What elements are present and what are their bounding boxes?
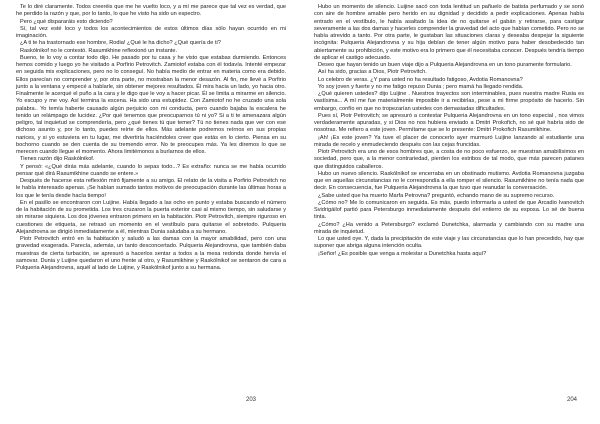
paragraph: Yo soy joven y fuerte y no me fatigo repuso Dunia ; pero mamá ha llegado rendida. — [318, 83, 524, 90]
paragraph: ¡Ah! ¡Es este joven? Ya tuve el placer de conocerlo ayer murmuró Luijine lanzando al estudiante una mirada de recelo y enmudeciendo después con las cejas fruncidas. — [314, 134, 584, 148]
paragraph: ¡Señor! ¿Es posible que venga a molestar a Dunetchka hasta aquí? — [318, 250, 487, 257]
paragraph: Hubo un nuevo silencio. Raskólnikof se encerraba en un obstinado mutismo. Avdotia Romanovna juzgaba que en aquellas circunstancias no le correspondía a ella romper el silencio. Rasumikhine no tenía nada que decir. En consecuencia, fue Pulqueria Alejandrovna la que tuvo que reanudar la conversación. — [314, 170, 584, 192]
paragraph: ¿Cómo? ¿Ha venido a Petersburgo? exclamó Dunetchka, alarmada y cambiando con su madre una mirada de inquietud. — [314, 221, 584, 235]
paragraph: ¿A ti te ha trastornado ese hombre, Rodia! ¿Qué le ha dicho? ¿Qué quería de ti? — [20, 40, 221, 47]
paragraph: En el pasillo se encontraron con Luijine. Había llegado a las ocho en punto y estaba buscando el número de la habitación de su prometida. Los tres cruzaron la puerta exterior casi al mismo tiempo, sin saludarse y sin mirarse siquiera. Los dos jóvenes entraron primero en la habitación. Piotr Petrovitch, siempre riguroso en cuestiones de etiqueta, se retrasó un momento en el vestíbulo para quitarse el sobretodo. Pulqueria Alejandrovna se dirigió inmediatamente a él, mientras Dunia saludaba a su hermano. — [16, 199, 286, 235]
left-page — [16, 4, 286, 272]
paragraph: ¿Sabe usted que ha muerto Marfa Petrovna? preguntó, echando mano de su supremo recurso. — [318, 192, 555, 199]
paragraph: Lo que usted oye. Y, dada la precipitación de este viaje y las circunstancias que lo han precedido, hay que suponer que abriga alguna intención oculta. — [314, 236, 584, 250]
paragraph: ¿Cómo no? Me lo comunicaron en seguida. Es más, puedo informarla a usted de que Arcadio Ivanovitch Svidrigáilof partió para Petersburgo inmediatamente después del entierro de su esposa. Lo sé de buena tinta. — [314, 199, 584, 221]
paragraph: Tienes razón dijo Raskólnikof. — [20, 156, 95, 163]
paragraph: Raskólnikof no le contestó. Rasumikhine reflexionó un instante. — [20, 47, 178, 54]
paragraph: Piotr Petrovitch entró en la habitación y saludó a las damas con la mayor amabilidad, pero con una gravedad exagerada. Parecía, además, un tanto desconcertado. Pulqueria Alejandrovna, que también daba muestras de cierta turbación, se apresuró a hacerlos sentar a todos a la mesa redonda donde hervía el samovar. Dunia y Luijine quedaron el uno frente al otro, y Rasumikhine y Raskólnikof se sentaron de cara a Pulqueria Alejandrovna, aquél al lado de Luijine, y Raskólnikof junto a su hermana. — [16, 236, 286, 271]
paragraph: Después de hacerse esta reflexión miró fijamente a su amigo. El relato de la visita a Porfirio Petrovitch no le había interesado apenas. ¡Se habían sumado tantos motivos de preocupación durante las últimas horas a los que le tenía desde hacía tiempo! — [16, 178, 286, 199]
paragraph: Te lo diré claramente. Todos creeréis que me he vuelto loco, y a mí me parece que tal vez es verdad, que he perdido la razón y que, por lo tanto, lo que he visto ha sido un espectro. — [16, 4, 286, 18]
paragraph: Y pensó: «¿Qué dirás más adelante, cuando lo sepas todo...? Es extraño: nunca se me había ocurrido pensar qué dirá Rasumikhine cuando se entere.» — [16, 163, 286, 177]
paragraph: Pues sí, Piotr Petrovitch; se apresuró a contestar Pulqueria Alejandrovna en un tono especial , nos vimos verdaderamente apuradas, y si Dios no nos hubiera enviado a Dmitri Prokofich, no sé qué habría sido de nosotras. Me refiero a este joven. Permítame que se lo presente: Dmitri Prokofich Rasumikhine. — [314, 112, 584, 134]
paragraph: Sí, tal vez esté loco y todos los acontecimientos de estos últimos días sólo hayan ocurrido en mi imaginación. — [16, 25, 286, 39]
paragraph: Deseo que hayan tenido un buen viaje dijo a Pulqueria Alejandrovna en un tono puramente formulario. — [318, 62, 572, 68]
paragraph: Pero ¿qué dispararáis esto diciendo? — [20, 18, 113, 25]
page-number-right: 204 — [567, 397, 578, 403]
right-page — [314, 4, 584, 258]
paragraph: Hubo un momento de silencio. Luijine sacó con toda lentitud un pañuelo de batista perfumado y se sonó con aire de hombre amable pero herido en su dignidad y decidido a pedir explicaciones. Apenas había entrado en el vestíbulo, le había asaltado la idea de no quitarse el gabán y retirarse, para castigar severamente a las dos damas y hacerles comprender la gravedad del acto que habían cometido. Pero no se había atrevido a tanto. Por otra parte, le gustaban las situaciones claras y deseaba despejar la siguiente incógnita: Pulqueria Alejandrovna y su hija debían de tener algún motivo para haber desobedecido tan abiertamente su prohibición, y este motivo era lo primero que él necesitaba conocer. Después tendría tiempo de aplicar el castigo adecuado. — [314, 4, 584, 61]
paragraph: Lo celebro de veras. ¿Y para usted no ha resultado fatigoso, Avdotia Romanovna? — [318, 76, 523, 83]
paragraph: Bueno, te lo voy a contar todo dijo. He pasado por tu casa y he visto que estabas durmiendo. Entonces hemos comido y luego yo he visitado a Porfirio Petrovitch. Zamiotof estaba con él todavía. Intenté empezar en seguida mis explicaciones, pero no lo conseguí. No había medio de entrar en materia como era debido. Ellos parecían no comprender y, por otra parte, no mostraban la menor desazón. Al fin, me llevé a Porfirio junto a la ventana y empecé a hablarle, sin obtener mejores resultados. Él mira hacia un lado, yo hacia otro. Finalmente le acerqué el puño a la cara y le digo que le voy a hacer picar. Él se limita a mirarme en silencio. Yo escupo y me voy. Así termina la escena. Ha sido una estupidez. Con Zamiotof no he cruzado una sola palabra.. Yo temía haberte causado algún perjuicio con mi conducta, pero cuando bajaba la escalera he tenido un relámpago de lucidez. ¿Por qué tenemos que preocuparnos tú ni yo? Si a ti te amenazara algún peligro, tal inquietud se comprendería, pero ¿qué tienes tú que temer? Tú no tienes nada que ver con ese dichoso asunto y, por lo tanto, puedes reírte de ellos. Más adelante podremos reírnos en sus propias narices, y si yo estuviera en tu lugar, me divertiría haciéndoles creer que estás en lo cierto. Piensa en su bochorno cuando se den cuenta de su tremendo error. No te preocupes más. Ya les diremos lo que se merecen cuando llegue el momento. Ahora limitémonos a burlarnos de ellos. — [16, 54, 286, 155]
paragraph: Así ha sido, gracias a Dios, Piotr Petrovitch. — [318, 69, 427, 76]
paragraph: Piotr Petrovitch era uno de esos hombres que, a costa de no poco esfuerzo, se muestran amabilísimos en sociedad, pero que, a la menor contrariedad, pierden los estribos de tal modo, que más parecen patanes que distinguidos caballeros. — [314, 149, 584, 170]
page-number-left: 203 — [246, 397, 257, 403]
paragraph: ¿Qué quieren ustedes? dijo Luijine . Nuestros trayectos son interminables, pues nuestra madre Rusia es vastísima... A mí me fue materialmente imposible ir a recibirlas, pese a mi firme propósito de hacerlo. Sin embargo, confío en que no tropezarían ustedes con demasiadas dificultades. — [314, 91, 584, 112]
